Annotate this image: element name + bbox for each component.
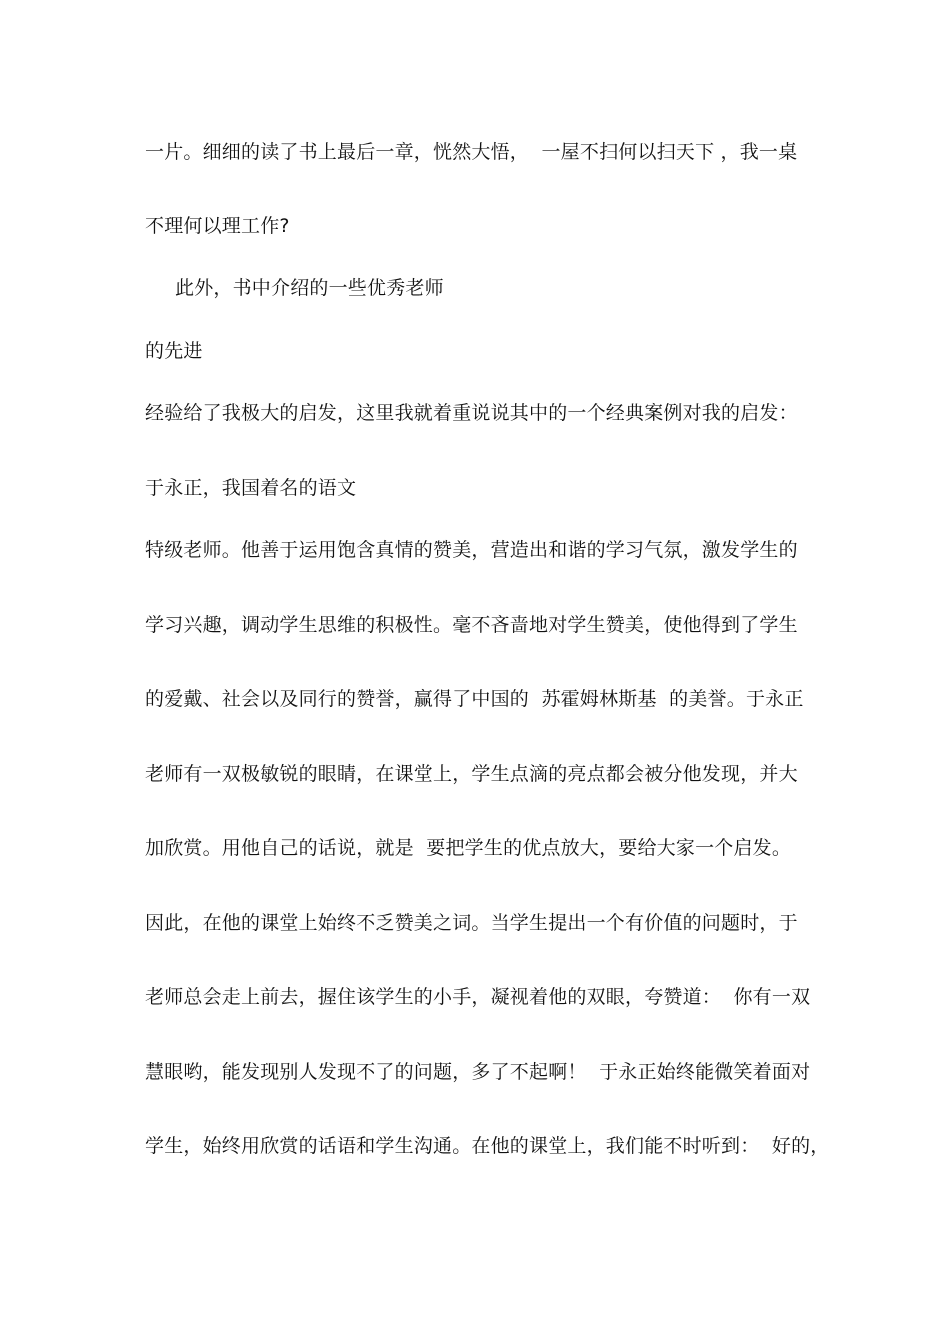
text-line-7: 特级老师。他善于运用饱含真情的赞美，营造出和谐的学习气氛，激发学生的 — [145, 539, 798, 561]
text-line-11: 加欣赏。用他自己的话说，就是 要把学生的优点放大，要给大家一个启发。 — [145, 837, 792, 859]
text-line-5: 经验给了我极大的启发，这里我就着重说说其中的一个经典案例对我的启发： — [145, 402, 798, 424]
text-line-10: 老师有一双极敏锐的眼睛，在课堂上，学生点滴的亮点都会被分他发现，并大 — [145, 763, 798, 785]
text-line-9: 的爱戴、社会以及同行的赞誉，赢得了中国的 苏霍姆林斯基 的美誉。于永正 — [145, 688, 804, 710]
text-line-3: 此外，书中介绍的一些优秀老师 — [175, 277, 444, 299]
text-line-14: 慧眼哟，能发现别人发现不了的问题，多了不起啊！ 于永正始终能微笑着面对 — [145, 1061, 811, 1083]
text-line-4: 的先进 — [145, 340, 203, 362]
text-line-1: 一片。细细的读了书上最后一章，恍然大悟， 一屋不扫何以扫天下 ，我一桌 — [145, 141, 798, 163]
text-line-15: 学生，始终用欣赏的话语和学生沟通。在他的课堂上，我们能不时听到： 好的， — [145, 1135, 830, 1157]
text-line-6: 于永正，我国着名的语文 — [145, 477, 357, 499]
text-line-2: 不理何以理工作? — [145, 215, 290, 237]
text-line-8: 学习兴趣，调动学生思维的积极性。毫不吝啬地对学生赞美，使他得到了学生 — [145, 614, 798, 636]
text-line-12: 因此，在他的课堂上始终不乏赞美之词。当学生提出一个有价值的问题时，于 — [145, 912, 798, 934]
text-line-13: 老师总会走上前去，握住该学生的小手，凝视着他的双眼，夸赞道： 你有一双 — [145, 986, 811, 1008]
